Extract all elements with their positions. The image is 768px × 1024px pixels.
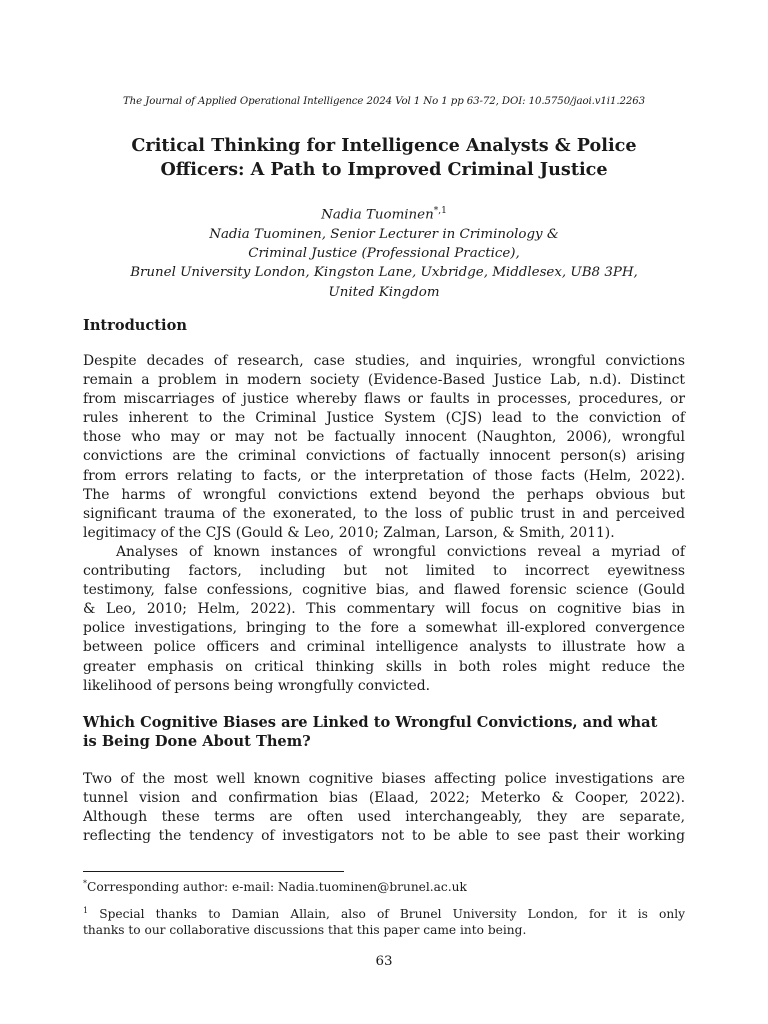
text-line: Analyses of known instances of wrongful convictions reveal a myriad of <box>116 544 685 560</box>
footnote-divider <box>83 871 344 872</box>
body-paragraph <box>83 352 685 543</box>
text-line: from miscarriages of justice whereby flaws or faults in processes, procedures, or <box>83 391 685 408</box>
body-paragraph <box>83 770 685 846</box>
affiliation-line: United Kingdom <box>328 284 440 300</box>
text-line: greater emphasis on critical thinking skills in both roles might reduce the <box>83 658 685 675</box>
title-line: Officers: A Path to Improved Criminal Justice <box>160 159 608 180</box>
section-heading-introduction <box>83 316 685 335</box>
text-line: reflecting the tendency of investigators not to be able to see past their working <box>83 828 685 845</box>
text-line: from errors relating to facts, or the interpretation of those facts (Helm, 2022). <box>83 467 685 484</box>
heading-line: is Being Done About Them? <box>83 733 311 750</box>
text-line: remain a problem in modern society (Evidence-Based Justice Lab, n.d). Distinct <box>83 372 685 389</box>
text-line: Two of the most well known cognitive biases affecting police investigations are <box>83 771 685 787</box>
footnote-mark: * <box>83 879 87 888</box>
body-paragraph <box>83 543 685 696</box>
text-line: convictions are the criminal convictions of factually innocent person(s) arising <box>83 448 685 465</box>
text-line: contributing factors, including but not limited to incorrect eyewitness <box>83 563 685 580</box>
text-line: between police officers and criminal intelligence analysts to illustrate how a <box>83 639 685 656</box>
text-line: testimony, false confessions, cognitive bias, and flawed forensic science (Gould <box>83 582 685 599</box>
text-line <box>83 876 685 895</box>
affiliation-line: Nadia Tuominen, Senior Lecturer in Criminology & <box>209 226 559 242</box>
text-line: Despite decades of research, case studies, and inquiries, wrongful convictions <box>83 353 685 369</box>
footnote-text: Special thanks to Damian Allain, also of Brunel University London, for it is only <box>88 907 685 922</box>
text-line: those who may or may not be factually innocent (Naughton, 2006), wrongful <box>83 429 685 446</box>
text-line: The harms of wrongful convictions extend beyond the perhaps obvious but <box>83 486 685 503</box>
section-heading-cognitive-biases <box>83 713 685 751</box>
footnote-mark: 1 <box>83 906 89 915</box>
author-name: Nadia Tuominen <box>321 207 434 223</box>
footnote-text: Corresponding author: e-mail: Nadia.tuominen@brunel.ac.uk <box>87 880 467 895</box>
affiliation-line: Criminal Justice (Professional Practice), <box>248 246 520 262</box>
journal-header: The Journal of Applied Operational Intelligence 2024 Vol 1 No 1 pp 63-72, DOI: 10.5750/jaoi.v1i1.2263 <box>122 96 646 107</box>
footnote-acknowledgement <box>83 903 685 939</box>
text-line: likelihood of persons being wrongfully convicted. <box>83 677 431 694</box>
footnote-corresponding-author <box>83 876 685 895</box>
author-line <box>83 202 685 225</box>
text-line: significant trauma of the exonerated, to the loss of public trust in and perceived <box>83 505 685 522</box>
page-number: 63 <box>375 954 393 969</box>
affiliation-line: Brunel University London, Kingston Lane, Uxbridge, Middlesex, UB8 3PH, <box>130 265 638 281</box>
author-marks: *,1 <box>433 206 447 216</box>
heading-line: Introduction <box>83 317 187 334</box>
text-line: police investigations, bringing to the fore a somewhat ill-explored convergence <box>83 620 685 637</box>
text-line: thanks to our collaborative discussions that this paper came into being. <box>83 923 527 938</box>
text-line: Although these terms are often used interchangeably, they are separate, <box>83 809 685 826</box>
heading-line: Which Cognitive Biases are Linked to Wrongful Convictions, and what <box>83 714 658 731</box>
footnotes <box>83 876 685 938</box>
text-line <box>83 903 685 922</box>
paper-title <box>83 134 685 182</box>
title-line: Critical Thinking for Intelligence Analysts & Police <box>131 135 637 156</box>
text-line: tunnel vision and confirmation bias (Elaad, 2022; Meterko & Cooper, 2022). <box>83 790 685 807</box>
text-line: rules inherent to the Criminal Justice System (CJS) lead to the conviction of <box>83 410 685 427</box>
text-line: & Leo, 2010; Helm, 2022). This commentary will focus on cognitive bias in <box>83 601 685 618</box>
author-block <box>83 202 685 302</box>
text-line: legitimacy of the CJS (Gould & Leo, 2010; Zalman, Larson, & Smith, 2011). <box>83 524 615 541</box>
